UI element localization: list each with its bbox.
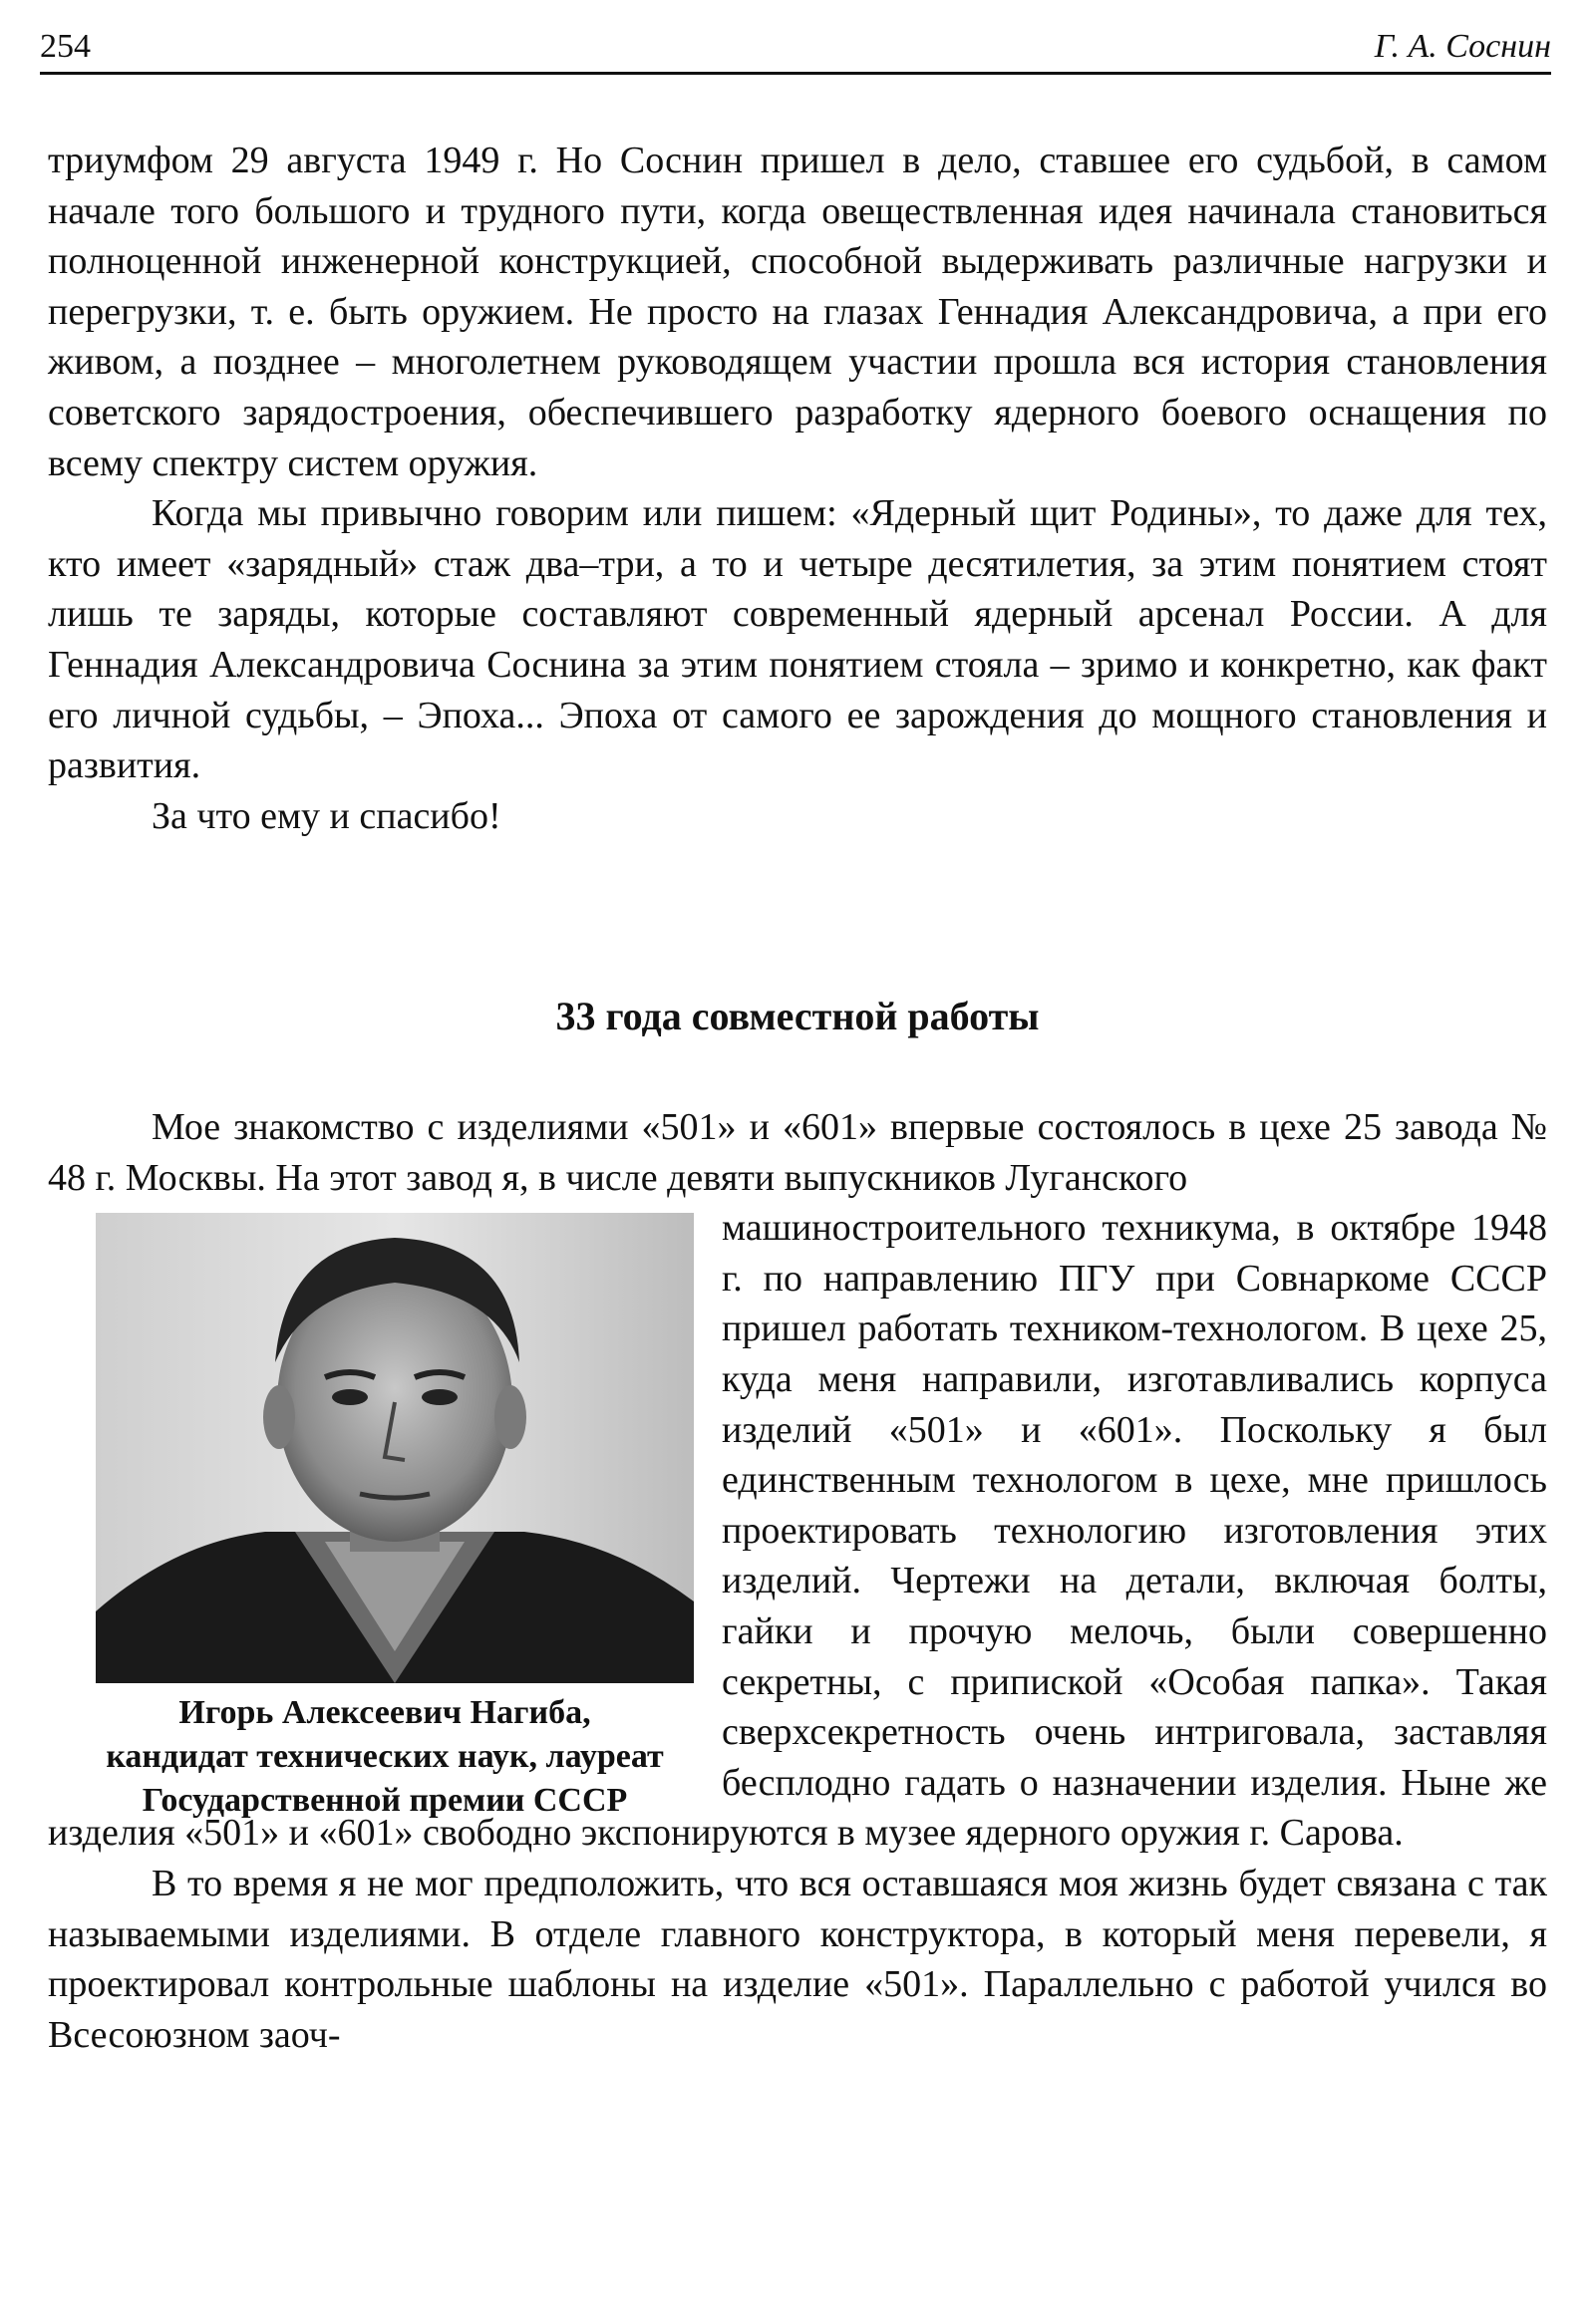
caption-line: Игорь Алексеевич Нагиба, — [178, 1694, 591, 1732]
photo-figure — [48, 1203, 722, 1820]
running-head: Г. А. Соснин — [1374, 28, 1551, 65]
portrait-photo — [96, 1213, 694, 1683]
photo-caption — [48, 1691, 722, 1823]
paragraph: За что ему и спасибо! — [152, 794, 501, 837]
caption-line: Государственной премии СССР — [142, 1782, 628, 1820]
paragraph: машиностроительного техникума, в октябре 1948 г. по направлению ПГУ при Совнаркоме СССР пришел работать техником-технологом. В цехе 25, куда меня направили, изготавливались корпуса изделий «501» и «601». Поскольку я был единственным технологом в цехе, мне пришлось проектировать технологию изготовления этих изделий. Чертежи на детали, включая болты, гайки и прочую мелочь, были совершенно секретны, с припиской «Особая папка». Такая сверхсекретность очень интриговала, заставляя бесплодно гадать о назначении изделия. Ныне же изделия «501» и «601» свободно экспонируются в музее ядерного оружия г. Сарова. — [48, 1207, 1547, 1855]
caption-line: кандидат технических наук, лауреат — [106, 1738, 664, 1776]
page-header — [40, 24, 1551, 75]
paragraph: Мое знакомство с изделиями «501» и «601» впервые состоялось в цехе 25 завода № 48 г. Москвы. На этот завод я, в числе девяти выпускников Луганского — [48, 1106, 1547, 1199]
paragraph: В то время я не мог предположить, что вся оставшаяся моя жизнь будет связана с так называемыми изделиями. В отделе главного конструктора, в который меня перевели, я проектировал контрольные шаблоны на изделие «501». Параллельно с работой учился во Всесоюзном заоч- — [48, 1862, 1547, 2056]
portrait-image — [96, 1213, 694, 1683]
body-text-top — [48, 136, 1547, 841]
body-text-bottom — [48, 1102, 1547, 2060]
paragraph: триумфом 29 августа 1949 г. Но Соснин пришел в дело, ставшее его судьбой, в самом начале того большого и трудного пути, когда овеществленная идея начинала становиться полноценной инженерной конструкцией, способной выдерживать различные нагрузки и перегрузки, т. е. быть оружием. Не просто на глазах Геннадия Александровича, а при его живом, а позднее – многолетнем руководящем участии прошла вся история становления советского зарядостроения, обеспечившего разработку ядерного боевого оснащения по всему спектру систем оружия. — [48, 140, 1547, 484]
paragraph: Когда мы привычно говорим или пишем: «Ядерный щит Родины», то даже для тех, кто имеет «зарядный» стаж два–три, а то и четыре десятилетия, за этим понятием стоят лишь те заряды, которые составляют современный ядерный арсенал России. А для Геннадия Александровича Соснина за этим понятием стояла – зримо и конкретно, как факт его личной судьбы, – Эпоха... Эпоха от самого ее зарождения до мощного становления и развития. — [48, 492, 1547, 787]
section-heading: 33 года совместной работы — [555, 994, 1040, 1038]
page-number: 254 — [40, 28, 91, 65]
